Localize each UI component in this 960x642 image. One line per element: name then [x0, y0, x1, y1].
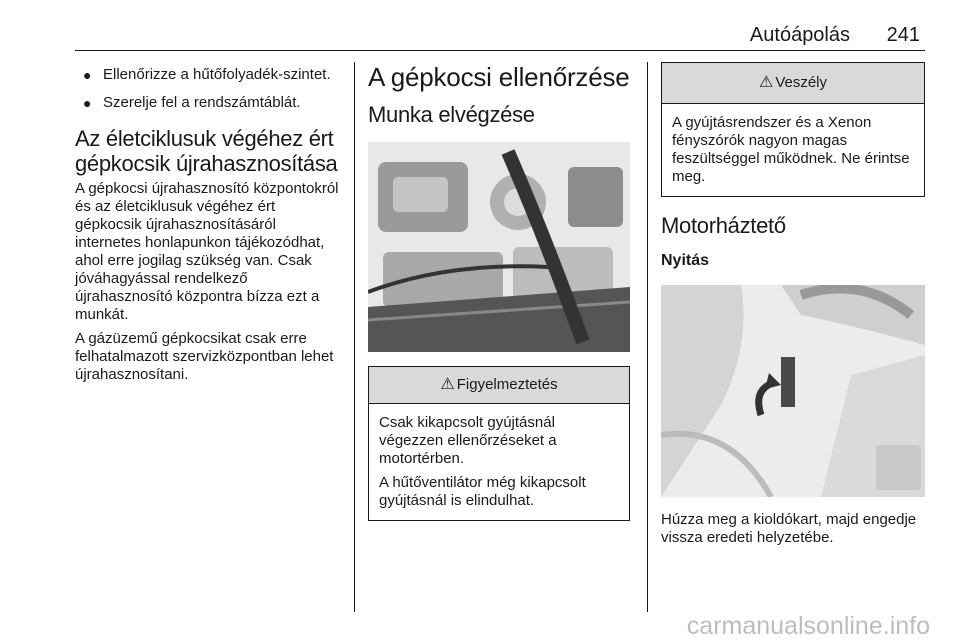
caption: Húzza meg a kioldókart, majd engedje vissza eredeti helyzetébe. [661, 511, 917, 546]
header-rule [75, 50, 925, 51]
column-right [661, 62, 926, 547]
warning-box [368, 366, 630, 521]
column-left [75, 62, 340, 384]
watermark: carmanualsonline.info [686, 612, 930, 640]
paragraph: A gázüzemű gépkocsikat csak erre felhatalmazott szervizközpontban lehet újrahasznosítani. [75, 330, 334, 383]
warning-triangle-icon: ⚠ [440, 376, 455, 393]
danger-box-body [662, 104, 924, 196]
bullet-list [75, 66, 340, 112]
hood-release-illustration [661, 285, 925, 497]
column-divider [354, 62, 355, 612]
danger-box [661, 62, 925, 197]
list-item: ● Ellenőrizze a hűtőfolyadék-szintet. [83, 66, 331, 83]
warning-box-header: ⚠ Figyelmeztetés [369, 367, 629, 404]
subsection-heading: Munka elvégzése [368, 102, 535, 127]
warning-text: Csak kikapcsolt gyújtásnál végezzen ellenőrzéseket a motortérben. [379, 414, 557, 467]
running-header-title: Autóápolás [749, 24, 850, 46]
warning-box-body [369, 404, 629, 520]
danger-box-header: ⚠ Veszély [662, 63, 924, 104]
section-heading: A gépkocsi ellenőrzése [368, 62, 630, 92]
section-heading: Az életciklusuk végéhez ért gépkocsik újrahasznosítása [75, 126, 338, 176]
column-divider [647, 62, 648, 612]
warning-triangle-icon: ⚠ [758, 74, 774, 91]
page-number: 241 [886, 24, 920, 46]
section-heading: Motorháztető [661, 213, 786, 238]
list-item: ● Szerelje fel a rendszámtáblát. [83, 94, 301, 111]
bullet-icon: ● [83, 95, 92, 111]
danger-text: A gyújtásrendszer és a Xenon fényszórók nagyon magas feszültséggel működnek. Ne érintse meg. [672, 114, 910, 185]
column-middle [368, 62, 633, 521]
warning-text: A hűtőventilátor még kikapcsolt gyújtásnál is elindulhat. [379, 474, 586, 509]
subsection-heading: Nyitás [661, 252, 710, 269]
engine-bay-illustration [368, 142, 630, 352]
paragraph: A gépkocsi újrahasznosító központokról és az életciklusuk végéhez ért gépkocsik újrahasznosításáról internetes honlapunkon tájékozódhat, ahol erre jogilag szükség van. Csak jóváhagyással rendelkező újrahasznosító központra bízza ezt a munkát. [75, 180, 339, 323]
bullet-icon: ● [83, 67, 92, 83]
